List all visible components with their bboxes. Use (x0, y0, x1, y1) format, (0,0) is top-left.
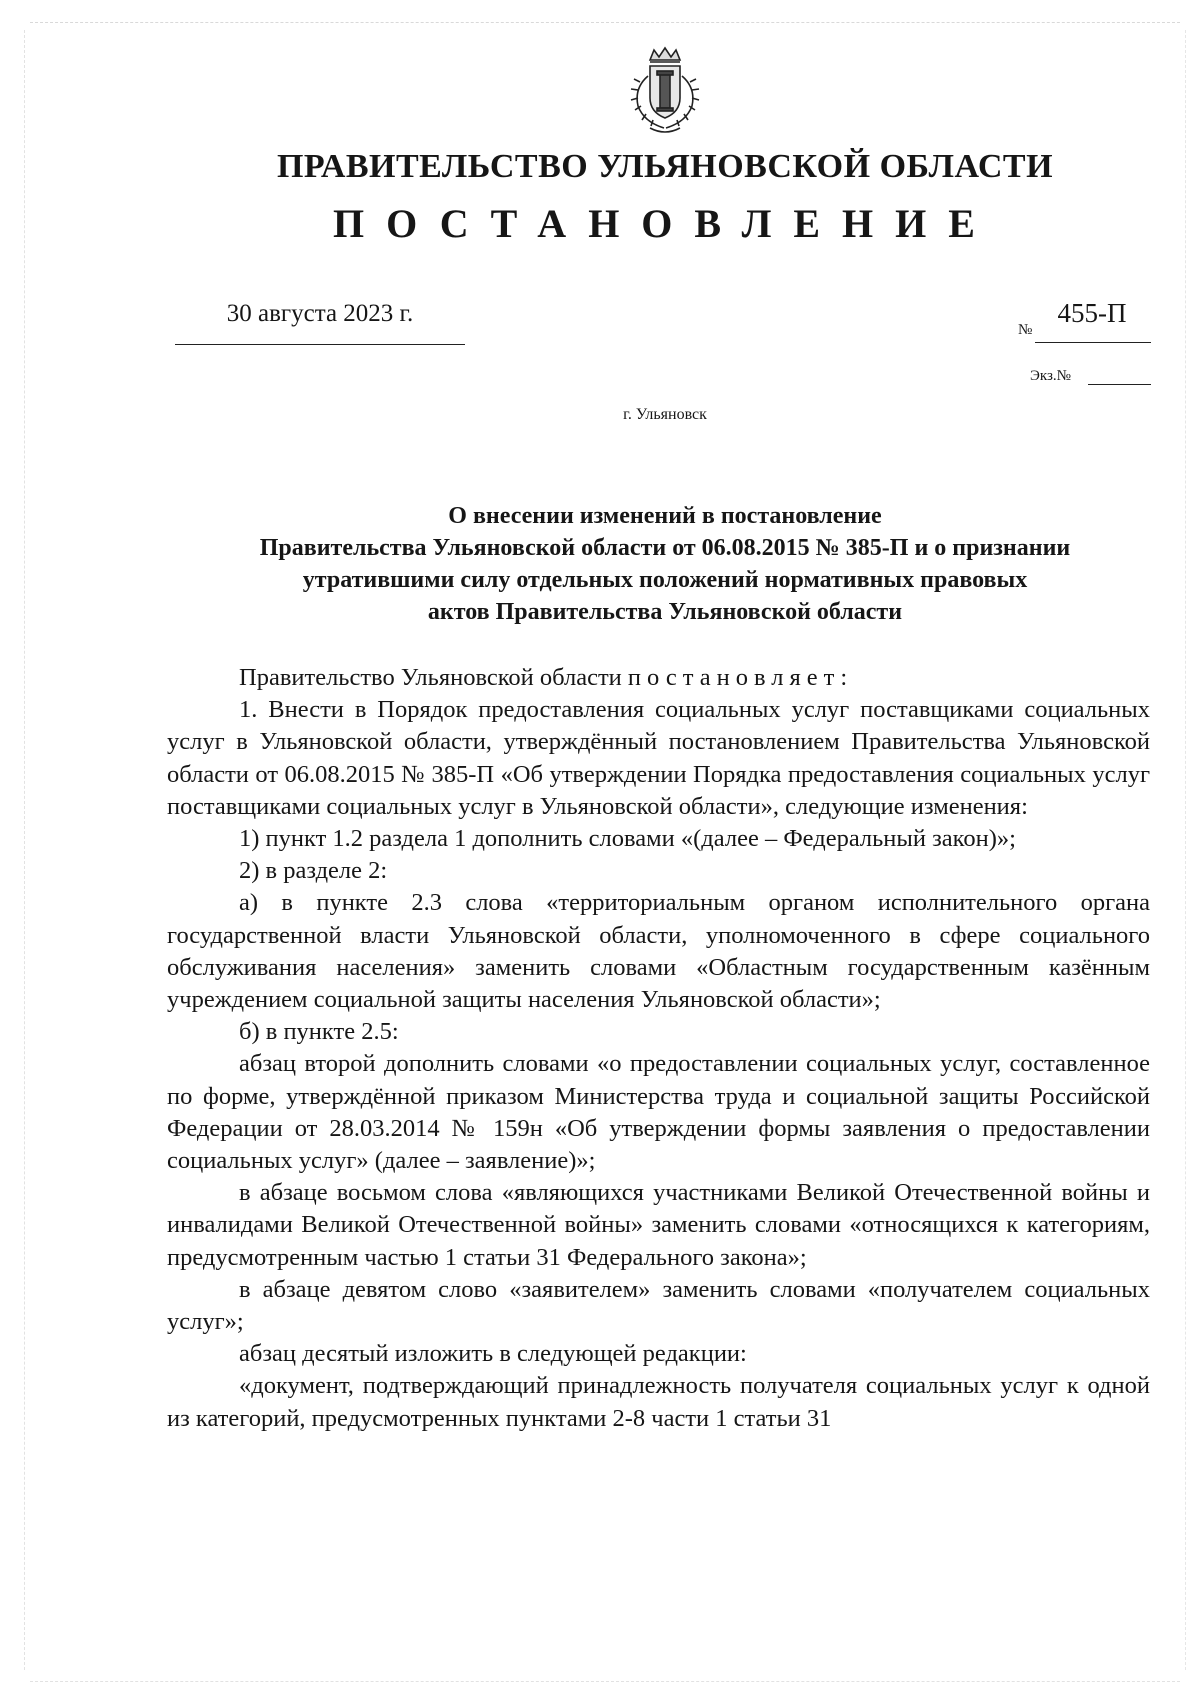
number-label: № (1018, 322, 1033, 338)
city: г. Ульяновск (623, 406, 707, 423)
copy-number-label: Экз.№ (1030, 368, 1071, 384)
body-paragraph: б) в пункте 2.5: (239, 1018, 399, 1046)
scan-edge (30, 22, 1180, 23)
document-type: ПОСТАНОВЛЕНИЕ (333, 201, 997, 246)
number-underline (1035, 342, 1151, 343)
body-paragraph: 1) пункт 1.2 раздела 1 дополнить словами «(далее – Федеральный закон)»; (239, 825, 1016, 853)
body-paragraph: в абзаце восьмом слова «являющихся участниками Великой Отечественной войны и инвалидами Великой Отечественной войны» заменить словами «относящихся к категориям, предусмотренным частью 1 статьи 31 Федерального закона»; (167, 1179, 1150, 1271)
date-underline (175, 344, 465, 345)
body-paragraph: 1. Внести в Порядок предоставления социальных услуг поставщиками социальных услуг в Ульяновской области, утверждённый постановлением Правительства Ульяновской области от 06.08.2015 № 385-П «Об утверждении Порядка предоставления социальных услуг поставщиками социальных услуг в Ульяновской области», следующие изменения: (167, 696, 1150, 820)
subject-line: актов Правительства Ульяновской области (427, 599, 903, 625)
intro-verb: постановляет: (627, 664, 854, 691)
document-body (167, 662, 1150, 1435)
subject-line: утратившими силу отдельных положений нормативных правовых (302, 567, 1028, 593)
body-paragraph: 2) в разделе 2: (239, 857, 388, 885)
body-paragraph: в абзаце девятом слово «заявителем» заменить словами «получателем социальных услуг»; (167, 1275, 1150, 1336)
body-paragraph: абзац десятый изложить в следующей редакции: (239, 1340, 747, 1368)
scan-edge (1185, 30, 1186, 1670)
government-title: ПРАВИТЕЛЬСТВО УЛЬЯНОВСКОЙ ОБЛАСТИ (276, 148, 1054, 185)
copy-number-underline (1088, 384, 1151, 385)
scan-edge (24, 30, 25, 1670)
body-paragraph: абзац второй дополнить словами «о предоставлении социальных услуг, составленное по форме, утверждённой приказом Министерства труда и социальной защиты Российской Федерации от 28.03.2014 № 159н «Об утверждении формы заявления о предоставлении социальных услуг» (далее – заявление)»; (167, 1050, 1150, 1175)
scan-edge (30, 1681, 1180, 1682)
document-subject (150, 500, 1180, 628)
ulyanovsk-coat-of-arms-icon (620, 46, 710, 138)
body-intro (167, 662, 1150, 694)
intro-text: Правительство Ульяновской области (239, 664, 622, 691)
body-paragraph: «документ, подтверждающий принадлежность получателя социальных услуг к одной из категорий, предусмотренных пунктами 2-8 части 1 статьи 31 (167, 1372, 1150, 1432)
document-number: 455-П (1057, 298, 1127, 328)
document-date: 30 августа 2023 г. (226, 300, 414, 327)
subject-line: Правительства Ульяновской области от 06.08.2015 № 385-П и о признании (259, 535, 1071, 561)
subject-line: О внесении изменений в постановление (448, 503, 882, 529)
body-paragraph: а) в пункте 2.3 слова «территориальным органом исполнительного органа государственной власти Ульяновской области, уполномоченного в сфере социального обслуживания населения» заменить словами «Областным государственным казённым учреждением социальной защиты населения Ульяновской области»; (167, 889, 1150, 1014)
